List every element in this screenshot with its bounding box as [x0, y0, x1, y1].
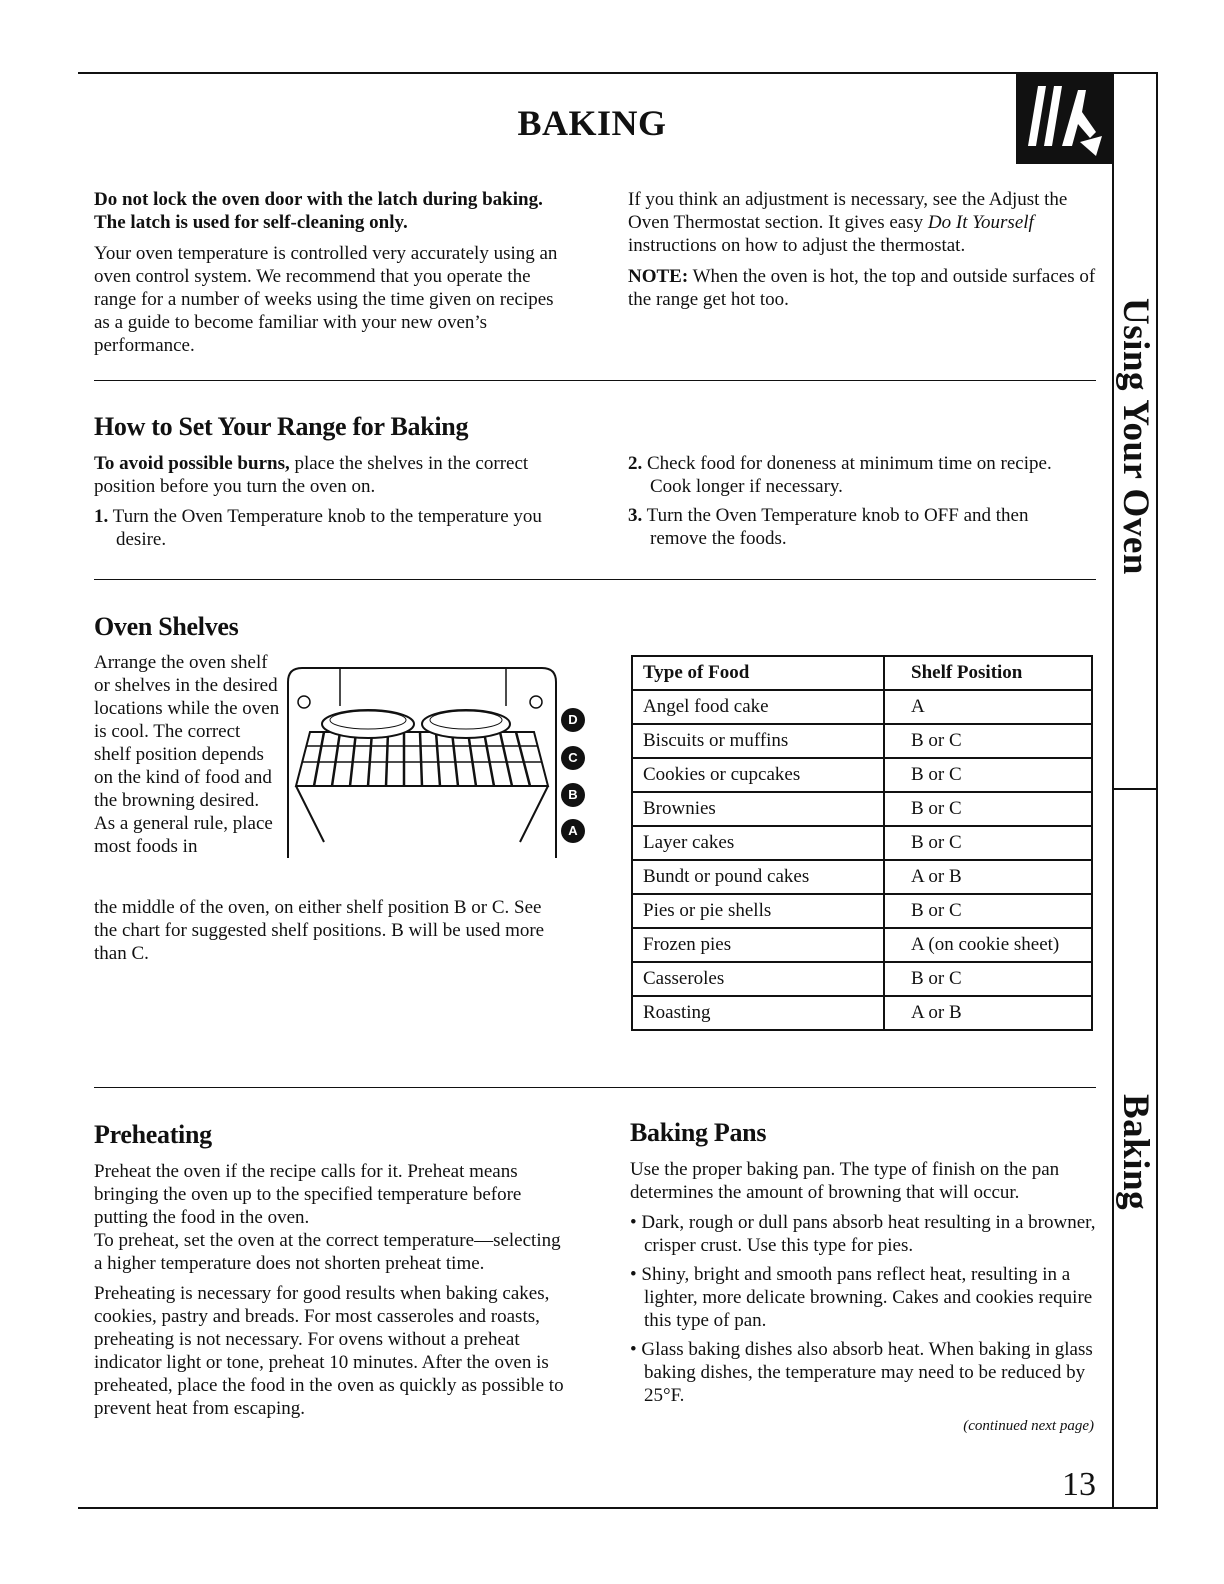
continued-note: (continued next page) — [963, 1418, 1094, 1434]
section-divider — [94, 1087, 1096, 1088]
side-tab-outer-edge — [1156, 72, 1158, 1509]
adjust-text-end: instructions on how to adjust the thermostat. — [628, 235, 966, 256]
preheating-heading: Preheating — [94, 1120, 212, 1149]
note-text: When the oven is hot, the top and outside surfaces of the range get hot too. — [628, 266, 1096, 310]
latch-warning: Do not lock the oven door with the latch during baking. The latch is used for self-cleaning only. — [94, 189, 543, 233]
set-range-heading: How to Set Your Range for Baking — [94, 412, 469, 441]
preheating-column — [94, 1160, 564, 1420]
food-type-cell: Bundt or pound cakes — [632, 860, 884, 894]
shelf-position-cell: B or C — [884, 962, 1092, 996]
shelf-position-cell: B or C — [884, 724, 1092, 758]
table-row — [632, 826, 1092, 860]
table-row — [632, 792, 1092, 826]
adjust-thermostat-paragraph — [628, 188, 1098, 257]
side-tab-baking: Baking — [1115, 1094, 1156, 1211]
food-type-cell: Casseroles — [632, 962, 884, 996]
shelves-text-narrow: Arrange the oven shelf or shelves in the desired locations while the oven is cool. The correct shelf position depends on the kind of food and the browning desired. As a general rule, place most foods in — [94, 652, 280, 857]
table-header-row — [632, 656, 1092, 690]
pan-bullet: • Dark, rough or dull pans absorb heat resulting in a browner, crisper crust. Use this type for pies. — [630, 1212, 1096, 1256]
oven-shelf-illustration — [284, 664, 560, 862]
side-tab-separator — [1112, 788, 1158, 790]
table-row — [632, 860, 1092, 894]
food-type-cell: Pies or pie shells — [632, 894, 884, 928]
shelf-position-badge: A — [561, 819, 585, 843]
oven-shelves-heading: Oven Shelves — [94, 612, 239, 641]
table-row — [632, 758, 1092, 792]
shelf-position-cell: A or B — [884, 996, 1092, 1030]
shelf-position-badge: D — [561, 708, 585, 732]
food-type-cell: Roasting — [632, 996, 884, 1030]
pan-bullet-text: Glass baking dishes also absorb heat. When baking in glass baking dishes, the temperature may need to be reduced by 25°F. — [641, 1339, 1093, 1406]
step-3 — [628, 504, 1068, 550]
page-title: BAKING — [517, 103, 667, 143]
step-text: Check food for doneness at minimum time on recipe. Cook longer if necessary. — [647, 453, 1052, 497]
shelf-position-badge: C — [561, 746, 585, 770]
step-number: 3. — [628, 505, 643, 526]
table-header-position: Shelf Position — [884, 656, 1092, 690]
baking-pans-column — [630, 1158, 1098, 1413]
table-row — [632, 894, 1092, 928]
shelf-position-cell: B or C — [884, 758, 1092, 792]
shelf-position-cell: B or C — [884, 792, 1092, 826]
set-range-right-column — [628, 452, 1068, 556]
table-row — [632, 962, 1092, 996]
step-1 — [94, 505, 564, 551]
preheating-paragraph: Preheat the oven if the recipe calls for it. Preheat means bringing the oven up to the specified temperature before putting the food in the oven. — [94, 1161, 522, 1228]
food-type-cell: Angel food cake — [632, 690, 884, 724]
step-number: 1. — [94, 506, 109, 527]
step-2 — [628, 452, 1068, 498]
baking-pans-intro: Use the proper baking pan. The type of finish on the pan determines the amount of browning that will occur. — [630, 1159, 1060, 1203]
baking-pans-heading: Baking Pans — [630, 1118, 767, 1147]
step-text: Turn the Oven Temperature knob to OFF and then remove the foods. — [646, 505, 1029, 549]
table-row — [632, 690, 1092, 724]
intro-left-column — [94, 188, 572, 357]
shelf-position-badge: B — [561, 783, 585, 807]
table-row — [632, 928, 1092, 962]
burn-caution-text: place the shelves in the correct position before you turn the oven on. — [94, 453, 529, 497]
hot-surface-note — [628, 265, 1098, 311]
pan-bullet: • Glass baking dishes also absorb heat. When baking in glass baking dishes, the temperature may need to be reduced by 25°F. — [630, 1339, 1093, 1406]
table-header-type: Type of Food — [632, 656, 884, 690]
table-row — [632, 996, 1092, 1030]
shelf-position-cell: B or C — [884, 826, 1092, 860]
top-rule — [78, 72, 1158, 74]
food-type-cell: Frozen pies — [632, 928, 884, 962]
set-range-left-column — [94, 452, 564, 557]
pan-bullet: • Shiny, bright and smooth pans reflect heat, resulting in a lighter, more delicate browning. Cakes and cookies require this type of pan. — [630, 1264, 1093, 1331]
do-it-yourself-emphasis: Do It Yourself — [927, 212, 1034, 233]
table-row — [632, 724, 1092, 758]
section-divider — [94, 380, 1096, 381]
bottom-rule — [78, 1507, 1158, 1509]
shelf-position-table — [631, 655, 1093, 1031]
food-type-cell: Brownies — [632, 792, 884, 826]
intro-right-column — [628, 188, 1098, 311]
food-type-cell: Biscuits or muffins — [632, 724, 884, 758]
shelf-position-cell: B or C — [884, 894, 1092, 928]
preheating-paragraph: Preheating is necessary for good results when baking cakes, cookies, pastry and breads. For most casseroles and roasts, preheating is not necessary. For ovens without a preheat indicator light or tone, preheat 10 minutes. After the oven is preheated, place the food in the oven as quickly as possible to prevent heat from escaping. — [94, 1283, 564, 1419]
shelf-position-cell: A (on cookie sheet) — [884, 928, 1092, 962]
burn-caution-label: To avoid possible burns, — [94, 453, 290, 474]
page-number: 13 — [1062, 1466, 1096, 1503]
note-label: NOTE: — [628, 266, 689, 287]
preheating-paragraph: To preheat, set the oven at the correct temperature—selecting a higher temperature does not shorten preheat time. — [94, 1230, 561, 1274]
pan-bullet-text: Shiny, bright and smooth pans reflect heat, resulting in a lighter, more delicate browning. Cakes and cookies require this type of pan. — [641, 1264, 1093, 1331]
food-type-cell: Layer cakes — [632, 826, 884, 860]
step-number: 2. — [628, 453, 643, 474]
step-text: Turn the Oven Temperature knob to the temperature you desire. — [112, 506, 542, 550]
oven-control-paragraph: Your oven temperature is controlled very accurately using an oven control system. We recommend that you operate the range for a number of weeks using the time given on recipes as a guide to become familiar with your new oven’s performance. — [94, 243, 558, 356]
burn-caution — [94, 452, 564, 498]
adjust-text-start: If you think an adjustment is necessary, see the Adjust the Oven Thermostat section. It gives easy — [628, 189, 1068, 233]
pan-bullet-text: Dark, rough or dull pans absorb heat resulting in a browner, crisper crust. Use this type for pies. — [641, 1212, 1096, 1256]
food-type-cell: Cookies or cupcakes — [632, 758, 884, 792]
side-tab-using-your-oven: Using Your Oven — [1115, 298, 1156, 575]
shelf-position-cell: A or B — [884, 860, 1092, 894]
section-divider — [94, 579, 1096, 580]
shelves-text-wide: the middle of the oven, on either shelf position B or C. See the chart for suggested shelf positions. B will be used more than C. — [94, 897, 545, 964]
side-tab-divider — [1112, 72, 1114, 1509]
shelf-position-cell: A — [884, 690, 1092, 724]
